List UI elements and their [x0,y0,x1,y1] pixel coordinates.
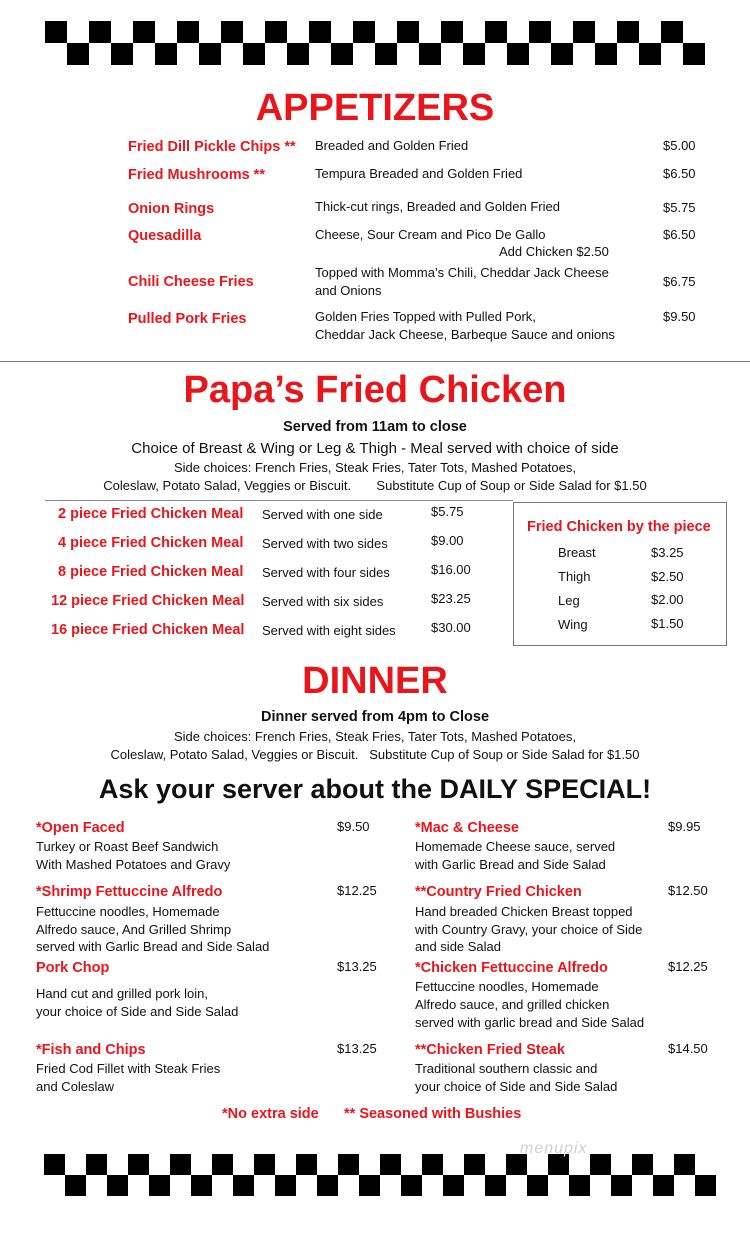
chicken-meal-name: 12 piece Fried Chicken Meal [51,593,245,609]
dinner-item-price: $12.25 [337,883,377,898]
dinner-item-desc: Hand cut and grilled pork loin, [36,986,208,1001]
dinner-item-price: $9.95 [668,819,701,834]
chicken-meal-price: $30.00 [431,620,471,635]
dinner-item-name: *Shrimp Fettuccine Alfredo [36,884,223,900]
chicken-meal-price: $9.00 [431,533,464,548]
piece-price: $2.50 [651,569,684,584]
appetizer-addon: Add Chicken $2.50 [499,244,609,259]
dinner-item-price: $12.25 [668,959,708,974]
dinner-item-desc: Fried Cod Fillet with Steak Fries [36,1061,221,1076]
appetizer-name: Fried Mushrooms ** [128,167,265,183]
chicken-meal-desc: Served with six sides [262,594,384,609]
dinner-item-name: **Chicken Fried Steak [415,1042,565,1058]
dinner-item-desc: With Mashed Potatoes and Gravy [36,857,231,872]
dinner-item-price: $12.50 [668,883,708,898]
piece-price: $3.25 [651,545,684,560]
watermark-logo: menupix [520,1140,588,1157]
chicken-table-rule [45,500,513,501]
chicken-meal-name: 16 piece Fried Chicken Meal [51,622,245,638]
dinner-item-desc: and Coleslaw [36,1079,115,1094]
chicken-served-hours: Served from 11am to close [283,419,467,435]
section-divider [0,361,750,362]
dinner-item-name: *Chicken Fettuccine Alfredo [415,960,608,976]
dinner-item-desc: Turkey or Roast Beef Sandwich [36,839,219,854]
dinner-item-price: $13.25 [337,1041,377,1056]
appetizer-price: $6.50 [663,166,696,181]
dinner-item-desc: Alfredo sauce, And Grilled Shrimp [36,922,232,937]
dinner-item-desc: Hand breaded Chicken Breast topped [415,904,633,919]
chicken-meal-price: $5.75 [431,504,464,519]
dinner-sides-line-2: Coleslaw, Potato Salad, Veggies or Biscuit. Substitute Cup of Soup or Side Salad for $1.50 [110,747,640,762]
dinner-item-price: $9.50 [337,819,370,834]
footnote-no-extra-side: *No extra side [222,1106,319,1122]
appetizer-price: $5.75 [663,200,696,215]
chicken-meal-desc: Served with two sides [262,536,388,551]
chicken-meal-price: $23.25 [431,591,471,606]
appetizer-price: $9.50 [663,309,696,324]
chicken-sides-line-1: Side choices: French Fries, Steak Fries, Tater Tots, Mashed Potatoes, [174,460,576,475]
chicken-title: Papa’s Fried Chicken [183,369,567,411]
appetizer-name: Chili Cheese Fries [128,274,254,290]
footnote-seasoned: ** Seasoned with Bushies [344,1106,522,1122]
piece-name: Leg [558,593,580,608]
dinner-item-desc: your choice of Side and Side Salad [36,1004,239,1019]
dinner-item-price: $14.50 [668,1041,708,1056]
dinner-item-price: $13.25 [337,959,377,974]
dinner-item-name: Pork Chop [36,960,110,976]
chicken-meal-name: 4 piece Fried Chicken Meal [58,535,244,551]
dinner-item-desc: with Country Gravy, your choice of Side [415,922,643,937]
appetizer-desc-2: Cheddar Jack Cheese, Barbeque Sauce and onions [315,327,615,342]
appetizer-desc: Topped with Momma’s Chili, Cheddar Jack Cheese [315,265,609,280]
appetizer-desc: Golden Fries Topped with Pulled Pork, [315,309,536,324]
dinner-item-desc: with Garlic Bread and Side Salad [415,857,606,872]
appetizers-title: APPETIZERS [255,87,495,129]
checkered-border-top [45,21,705,65]
chicken-meal-price: $16.00 [431,562,471,577]
dinner-item-desc: served with garlic bread and Side Salad [415,1015,645,1030]
dinner-item-desc: Traditional southern classic and [415,1061,598,1076]
appetizer-desc: Tempura Breaded and Golden Fried [315,166,523,181]
chicken-by-piece-title: Fried Chicken by the piece [527,519,711,535]
chicken-meal-desc: Served with eight sides [262,623,396,638]
dinner-item-desc: served with Garlic Bread and Side Salad [36,939,270,954]
appetizer-price: $6.75 [663,274,696,289]
appetizer-name: Pulled Pork Fries [128,311,247,327]
daily-special-banner: Ask your server about the DAILY SPECIAL! [98,774,652,804]
dinner-item-name: *Mac & Cheese [415,820,519,836]
appetizer-price: $6.50 [663,227,696,242]
dinner-sides-line-1: Side choices: French Fries, Steak Fries, Tater Tots, Mashed Potatoes, [174,729,576,744]
appetizer-name: Quesadilla [128,228,202,244]
dinner-item-desc: and side Salad [415,939,502,954]
chicken-meal-desc: Served with four sides [262,565,390,580]
appetizer-desc-2: and Onions [315,283,382,298]
piece-price: $2.00 [651,592,684,607]
chicken-choice-note: Choice of Breast & Wing or Leg & Thigh - Meal served with choice of side [131,440,619,457]
dinner-item-name: *Open Faced [36,820,125,836]
dinner-item-desc: Alfredo sauce, and grilled chicken [415,997,610,1012]
chicken-sides-line-2: Coleslaw, Potato Salad, Veggies or Biscuit. Substitute Cup of Soup or Side Salad for $1.50 [103,478,647,493]
appetizer-name: Onion Rings [128,201,215,217]
chicken-meal-desc: Served with one side [262,507,383,522]
piece-name: Wing [558,617,588,632]
appetizer-name: Fried Dill Pickle Chips ** [128,139,296,155]
dinner-item-name: *Fish and Chips [36,1042,146,1058]
dinner-item-name: **Country Fried Chicken [415,884,582,900]
appetizer-desc: Cheese, Sour Cream and Pico De Gallo [315,227,546,242]
piece-name: Breast [558,545,596,560]
dinner-item-desc: Fettuccine noodles, Homemade [415,979,599,994]
dinner-item-desc: Homemade Cheese sauce, served [415,839,616,854]
chicken-meal-name: 8 piece Fried Chicken Meal [58,564,244,580]
checkered-border-bottom [44,1154,716,1196]
chicken-meal-name: 2 piece Fried Chicken Meal [58,506,244,522]
appetizer-price: $5.00 [663,138,696,153]
dinner-item-desc: your choice of Side and Side Salad [415,1079,618,1094]
piece-price: $1.50 [651,616,684,631]
dinner-item-desc: Fettuccine noodles, Homemade [36,904,220,919]
piece-name: Thigh [558,569,591,584]
dinner-served-hours: Dinner served from 4pm to Close [260,709,490,725]
appetizer-desc: Breaded and Golden Fried [315,138,469,153]
appetizer-desc: Thick-cut rings, Breaded and Golden Fried [315,199,560,214]
dinner-title: DINNER [302,660,448,702]
